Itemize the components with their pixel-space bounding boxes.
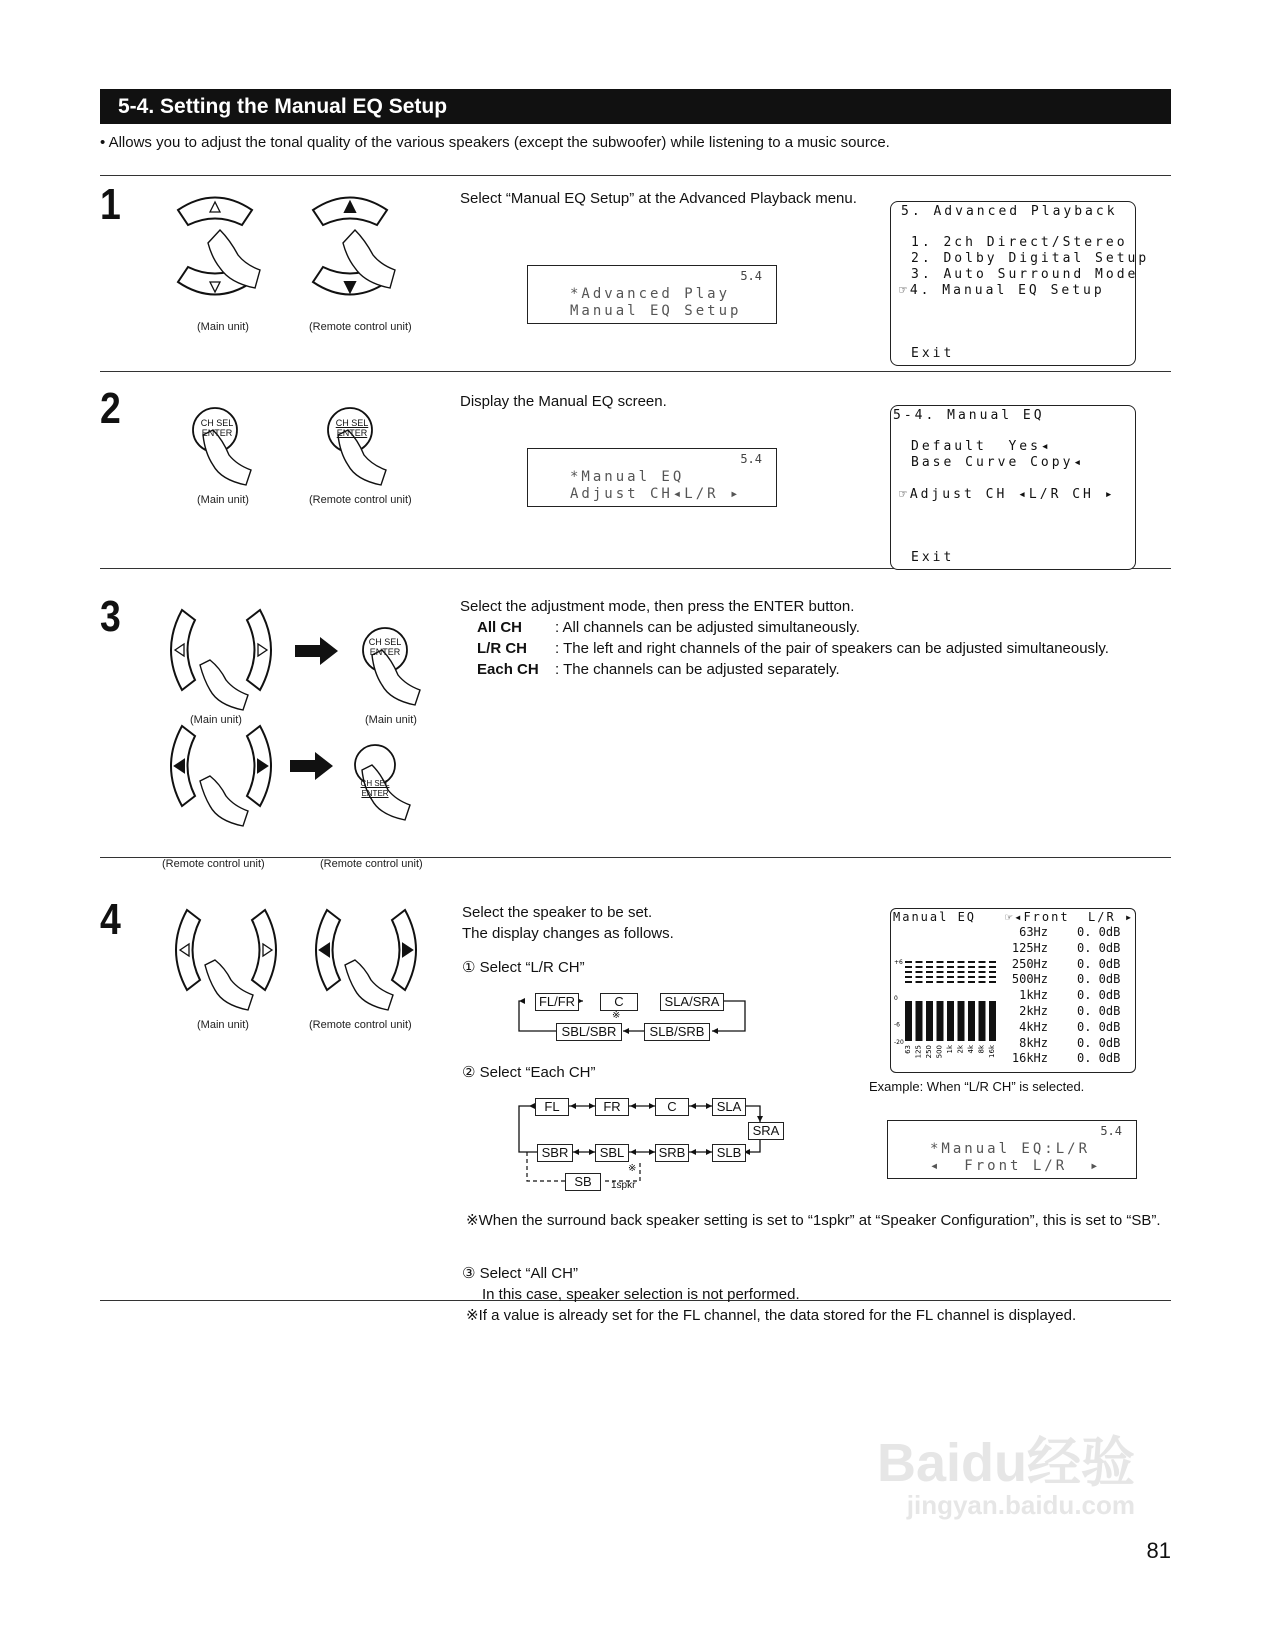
eq-band-bar	[989, 1001, 996, 1041]
main-unit-left-right-icon	[176, 910, 276, 1010]
osd-item-selected: ☞Adjust CH ◂L/R CH ▸	[899, 487, 1116, 502]
main-unit-left-right-icon	[171, 610, 271, 710]
flow-box-c: C	[655, 1098, 689, 1116]
eq-frequency: 125Hz	[1011, 940, 1048, 955]
page-number: 81	[1146, 1538, 1171, 1563]
eq-scale-tick	[968, 981, 975, 983]
1spkr-label: 1spkr	[611, 1180, 636, 1191]
caption-main-unit: (Main unit)	[197, 321, 249, 333]
divider	[100, 175, 1171, 176]
eq-scale-tick	[989, 976, 996, 978]
eq-frequency: 63Hz	[1019, 925, 1048, 939]
eq-scale-tick	[968, 966, 975, 968]
eq-band-label: 500	[935, 1045, 944, 1059]
eq-scale-tick	[916, 981, 923, 983]
note-mark: ※	[612, 1010, 621, 1021]
note-fl: ※If a value is already set for the FL channel, the data stored for the FL channel is displayed.	[466, 1307, 1077, 1324]
display-version: 5.4	[740, 452, 762, 466]
eq-scale-tick	[958, 971, 965, 973]
step1-text: Select “Manual EQ Setup” at the Advanced Playback menu.	[460, 190, 857, 207]
eq-gain-value: 0. 0dB	[1077, 956, 1121, 971]
osd-item: Base Curve Copy◂	[911, 455, 1085, 470]
eq-band-bar	[979, 1001, 986, 1041]
eq-scale-tick	[916, 976, 923, 978]
eq-scale-tick	[947, 976, 954, 978]
eq-band-bar	[947, 1001, 954, 1041]
eq-scale-tick	[947, 971, 954, 973]
left-right-buttons-illustration	[165, 905, 435, 1015]
eq-gain-value: 0. 0dB	[1077, 1019, 1121, 1034]
osd-title: 5-4. Manual EQ	[893, 408, 1045, 423]
osd-title: Manual EQ	[893, 910, 977, 924]
eq-gain-value: 0. 0dB	[1077, 1051, 1121, 1066]
eq-scale-tick	[958, 976, 965, 978]
eq-scale-tick	[916, 966, 923, 968]
watermark-url: jingyan.baidu.com	[906, 1490, 1135, 1520]
select-each-ch: ② Select “Each CH”	[462, 1064, 596, 1081]
eq-scale-tick	[905, 971, 912, 973]
eq-scale-tick	[905, 976, 912, 978]
osd-item: 1. 2ch Direct/Stereo	[911, 235, 1128, 250]
remote-left-right-icon	[316, 910, 416, 1010]
eq-scale-label: 0	[894, 995, 898, 1002]
eq-scale-tick	[979, 976, 986, 978]
eq-scale-tick	[947, 961, 954, 963]
watermark-logo: Baidu经验	[876, 1433, 1135, 1493]
eq-band-label: 2k	[956, 1045, 965, 1054]
eq-band-bar	[926, 1001, 933, 1041]
eq-scale-tick	[905, 961, 912, 963]
flow-box-fl-fr: FL/FR	[535, 993, 579, 1011]
flow-box-sla-sra: SLA/SRA	[660, 993, 724, 1011]
flow-box-fr: FR	[595, 1098, 629, 1116]
eq-gain-value: 0. 0dB	[1077, 1035, 1121, 1050]
eq-scale-tick	[968, 976, 975, 978]
arrow-right-icon	[290, 752, 333, 780]
display-line-2: Manual EQ Setup	[570, 303, 742, 319]
flow-box-srb: SRB	[655, 1144, 689, 1162]
caption-main-unit: (Main unit)	[190, 714, 242, 726]
eq-scale-tick	[989, 971, 996, 973]
eq-scale-tick	[958, 961, 965, 963]
eq-scale-tick	[905, 981, 912, 983]
eq-frequency: 1kHz	[1019, 988, 1048, 1003]
eq-scale-tick	[979, 966, 986, 968]
front-display-step2	[527, 448, 777, 507]
osd-title: 5. Advanced Playback	[901, 204, 1118, 219]
flow-box-c: C	[600, 993, 638, 1011]
eq-scale-tick	[968, 971, 975, 973]
eq-scale-tick	[926, 981, 933, 983]
eq-band-bar	[937, 1001, 944, 1041]
eq-scale-tick	[947, 981, 954, 983]
up-down-buttons-illustration	[170, 190, 430, 310]
eq-scale-tick	[937, 976, 944, 978]
osd-manual-eq	[890, 405, 1136, 570]
display-line-2: ◂ Front L/R ▸	[930, 1158, 1102, 1174]
osd-exit: Exit	[911, 550, 955, 565]
eq-scale-tick	[937, 981, 944, 983]
enter-label: CH SEL ENTER	[360, 779, 390, 798]
flow-box-slb-srb: SLB/SRB	[644, 1023, 710, 1041]
select-all-ch: ③ Select “All CH”	[462, 1265, 578, 1282]
remote-up-down-icon	[313, 198, 395, 295]
eq-scale-label: -20	[894, 1039, 904, 1046]
eq-scale-tick	[947, 966, 954, 968]
eq-band-bar	[958, 1001, 965, 1041]
eq-bar-graph	[893, 949, 1003, 1071]
eq-scale-tick	[926, 961, 933, 963]
mode-list	[477, 617, 1177, 680]
eq-scale-tick	[958, 966, 965, 968]
front-display-step1	[527, 265, 777, 324]
osd-channel: ☞◂Front L/R ▸	[1005, 910, 1135, 924]
eq-scale-tick	[989, 966, 996, 968]
eq-frequency: 16kHz	[1011, 1051, 1048, 1066]
eq-band-bar	[916, 1001, 923, 1041]
eq-band-label: 125	[914, 1045, 923, 1059]
main-unit-up-down-icon	[178, 198, 260, 295]
caption-remote: (Remote control unit)	[320, 858, 423, 870]
osd-item: 3. Auto Surround Mode	[911, 267, 1139, 282]
caption-remote: (Remote control unit)	[162, 858, 265, 870]
mode-item: L/R CH : The left and right channels of the pair of speakers can be adjusted simultaneously.	[477, 640, 1109, 657]
caption-remote: (Remote control unit)	[309, 494, 412, 506]
eq-scale-tick	[926, 976, 933, 978]
display-version: 5.4	[1100, 1124, 1122, 1138]
display-line-1: *Advanced Play	[570, 286, 731, 302]
eq-scale-tick	[937, 971, 944, 973]
page-title: 5-4. Setting the Manual EQ Setup	[100, 89, 1171, 124]
eq-band-bar	[905, 1001, 912, 1041]
front-display-step4	[887, 1120, 1137, 1179]
eq-scale-tick	[989, 961, 996, 963]
eq-scale-tick	[916, 961, 923, 963]
eq-band-label: 63	[904, 1045, 912, 1054]
note-sb: ※When the surround back speaker setting is set to “1spkr” at “Speaker Configuration”, this is set to “SB”.	[466, 1212, 1161, 1229]
eq-scale-tick	[926, 971, 933, 973]
eq-scale-label: -6	[894, 1021, 900, 1029]
eq-band-label: 250	[925, 1045, 933, 1059]
eq-scale-tick	[937, 961, 944, 963]
flow-box-sra: SRA	[748, 1122, 784, 1140]
step4-text-2: The display changes as follows.	[462, 925, 674, 942]
flow-box-sb: SB	[565, 1173, 601, 1191]
eq-scale-label: +6	[894, 959, 903, 966]
caption-remote: (Remote control unit)	[309, 1019, 412, 1031]
step-number: 4	[100, 895, 121, 944]
eq-gain-value: 0. 0dB	[1077, 925, 1121, 939]
flow-box-sbl: SBL	[595, 1144, 629, 1162]
caption-main-unit: (Main unit)	[197, 1019, 249, 1031]
flow-box-slb: SLB	[712, 1144, 746, 1162]
eq-scale-tick	[968, 961, 975, 963]
select-lr-ch: ① Select “L/R CH”	[462, 959, 585, 976]
eq-scale-tick	[916, 971, 923, 973]
divider	[100, 371, 1171, 372]
mode-item: Each CH : The channels can be adjusted separately.	[477, 661, 840, 678]
eq-scale-tick	[905, 966, 912, 968]
eq-scale-tick	[979, 961, 986, 963]
enter-label: CH SEL ENTER	[200, 418, 234, 438]
eq-band-bar	[968, 1001, 975, 1041]
step4-text-1: Select the speaker to be set.	[462, 904, 653, 921]
step3-text: Select the adjustment mode, then press the ENTER button.	[460, 598, 855, 615]
eq-frequency: 250Hz	[1011, 956, 1048, 971]
eq-gain-value: 0. 0dB	[1077, 988, 1121, 1003]
caption-main-unit: (Main unit)	[365, 714, 417, 726]
osd-item-selected: ☞4. Manual EQ Setup	[899, 283, 1105, 298]
display-version: 5.4	[740, 269, 762, 283]
eq-frequency: 8kHz	[1019, 1035, 1048, 1050]
display-line-1: *Manual EQ	[570, 469, 685, 485]
step-number: 1	[100, 180, 121, 229]
eq-scale-tick	[937, 966, 944, 968]
arrow-right-icon	[295, 637, 338, 665]
eq-frequency: 500Hz	[1011, 972, 1048, 987]
eq-scale-tick	[926, 966, 933, 968]
eq-band-label: 1k	[946, 1045, 954, 1054]
caption-main-unit: (Main unit)	[197, 494, 249, 506]
select-all-ch-text: In this case, speaker selection is not performed.	[482, 1286, 800, 1303]
osd-advanced-playback	[890, 201, 1150, 366]
enter-label: CH SEL ENTER	[368, 637, 402, 657]
eq-gain-value: 0. 0dB	[1077, 1004, 1121, 1018]
enter-buttons-illustration	[185, 400, 425, 490]
osd-item: Default Yes◂	[911, 439, 1052, 454]
eq-gain-value: 0. 0dB	[1077, 972, 1121, 987]
flow-box-sla: SLA	[712, 1098, 746, 1116]
caption-remote: (Remote control unit)	[309, 321, 412, 333]
eq-scale-tick	[979, 981, 986, 983]
display-line-2: Adjust CH◂L/R ▸	[570, 486, 742, 502]
step-number: 3	[100, 592, 121, 641]
step2-text: Display the Manual EQ screen.	[460, 393, 667, 410]
display-line-1: *Manual EQ:L/R	[930, 1141, 1091, 1157]
step-number: 2	[100, 384, 121, 433]
eq-frequency: 2kHz	[1019, 1004, 1048, 1018]
eq-scale-tick	[979, 971, 986, 973]
osd-manual-eq-graph	[890, 908, 1136, 1073]
eq-gain-value: 0. 0dB	[1077, 940, 1121, 955]
enter-label: CH SEL ENTER	[335, 418, 369, 438]
eq-scale-tick	[989, 981, 996, 983]
mode-item: All CH : All channels can be adjusted simultaneously.	[477, 619, 860, 636]
flow-box-fl: FL	[535, 1098, 569, 1116]
note-mark: ※	[628, 1163, 637, 1174]
eq-band-label: 16k	[988, 1045, 996, 1058]
flow-box-sbl-sbr: SBL/SBR	[556, 1023, 622, 1041]
osd-item: 2. Dolby Digital Setup	[911, 251, 1150, 266]
eq-band-label: 4k	[967, 1045, 975, 1054]
osd-exit: Exit	[911, 346, 955, 361]
eq-band-label: 8k	[977, 1045, 986, 1054]
example-caption: Example: When “L/R CH” is selected.	[869, 1079, 1085, 1094]
eq-frequency: 4kHz	[1019, 1019, 1048, 1034]
intro-text: • Allows you to adjust the tonal quality of the various speakers (except the subwoofer) while listening to a music source.	[100, 134, 890, 151]
flow-box-sbr: SBR	[537, 1144, 573, 1162]
remote-left-right-icon	[171, 726, 271, 826]
eq-scale-tick	[958, 981, 965, 983]
